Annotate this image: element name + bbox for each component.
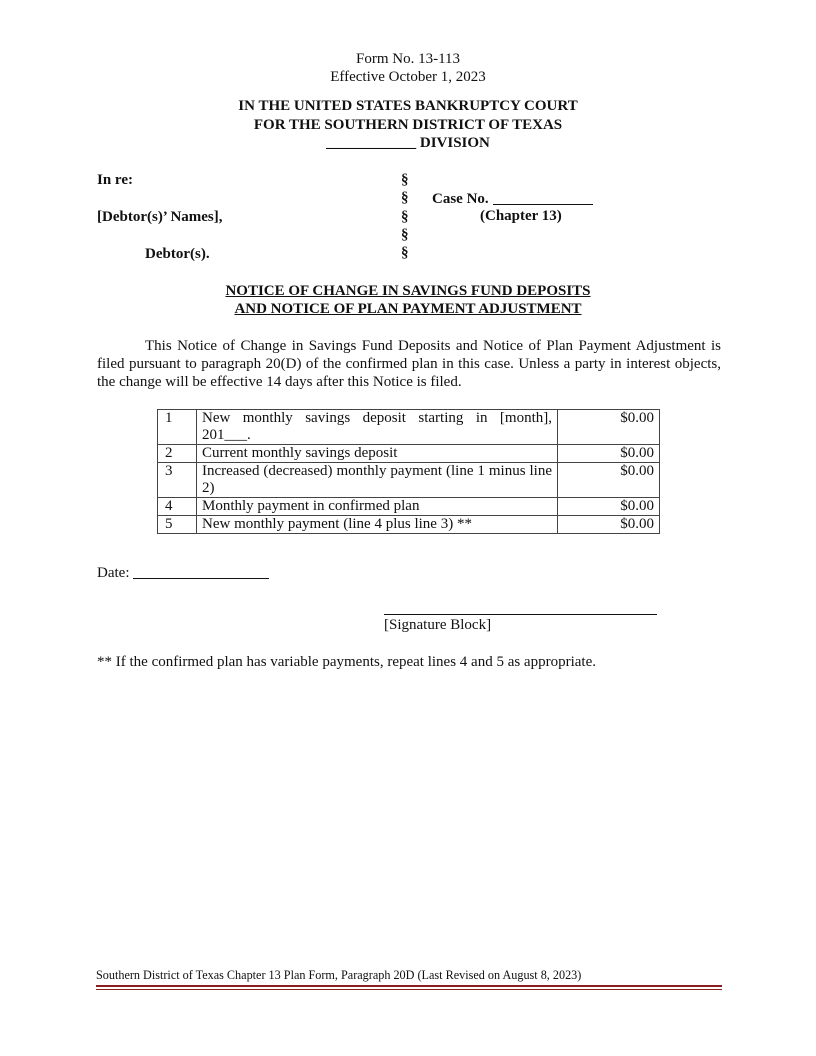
line-number: 1: [158, 410, 197, 445]
form-number: Form No. 13-113: [355, 51, 461, 67]
line-number: 4: [158, 498, 197, 516]
body-paragraph: [97, 337, 721, 392]
section-mark: §: [401, 208, 409, 225]
date-label: Date:: [97, 565, 130, 581]
footer-rule: [96, 985, 722, 987]
section-mark: §: [401, 245, 409, 262]
effective-date: Effective October 1, 2023: [330, 69, 486, 85]
line-number: 3: [158, 463, 197, 498]
table-row: [158, 445, 660, 463]
table-row: [158, 516, 660, 534]
page-footer: Southern District of Texas Chapter 13 Plan Form, Paragraph 20D (Last Revised on August 8, 2023): [96, 968, 582, 982]
line-amount[interactable]: $0.00: [558, 463, 660, 498]
section-mark: §: [401, 190, 409, 207]
division-line: ____________ DIVISION: [326, 135, 490, 151]
date-blank[interactable]: [133, 563, 269, 579]
table-row: [158, 498, 660, 516]
debtors-label: Debtor(s).: [145, 246, 210, 262]
chapter-label: (Chapter 13): [480, 208, 562, 224]
case-number-blank[interactable]: [493, 189, 593, 205]
case-number-field: [432, 189, 593, 208]
date-field: [97, 563, 269, 582]
notice-title-line1: NOTICE OF CHANGE IN SAVINGS FUND DEPOSITS: [225, 283, 591, 299]
table-row: [158, 410, 660, 445]
line-amount[interactable]: $0.00: [558, 516, 660, 534]
line-description: New monthly payment (line 4 plus line 3) **: [197, 516, 558, 534]
line-description: Current monthly savings deposit: [197, 445, 558, 463]
notice-title-line2: AND NOTICE OF PLAN PAYMENT ADJUSTMENT: [234, 301, 582, 317]
signature-block-label: [Signature Block]: [384, 617, 492, 633]
line-number: 5: [158, 516, 197, 534]
debtor-names: [Debtor(s)’ Names],: [97, 209, 223, 225]
signature-line[interactable]: [384, 614, 657, 615]
court-name-line2: FOR THE SOUTHERN DISTRICT OF TEXAS: [253, 117, 563, 133]
line-number: 2: [158, 445, 197, 463]
court-name-line1: IN THE UNITED STATES BANKRUPTCY COURT: [238, 98, 578, 114]
in-re-label: In re:: [97, 172, 133, 188]
line-description: Monthly payment in confirmed plan: [197, 498, 558, 516]
line-description: Increased (decreased) monthly payment (line 1 minus line 2): [197, 463, 558, 498]
body-paragraph-text: This Notice of Change in Savings Fund Deposits and Notice of Plan Payment Adjustment is filed pursuant to paragraph 20(D) of the confirmed plan in this case. Unless a party in interest objects, the change will be effective 14 days after this Notice is filed.: [97, 338, 721, 391]
line-amount[interactable]: $0.00: [558, 445, 660, 463]
footnote: ** If the confirmed plan has variable payments, repeat lines 4 and 5 as appropriate.: [97, 654, 596, 670]
case-number-label: Case No.: [432, 191, 489, 207]
section-marks-column: [401, 171, 415, 262]
section-mark: §: [401, 172, 409, 188]
line-amount[interactable]: $0.00: [558, 498, 660, 516]
payment-table: [157, 409, 660, 534]
line-amount[interactable]: $0.00: [558, 410, 660, 445]
section-mark: §: [401, 226, 409, 243]
line-description: New monthly savings deposit starting in [month], 201___.: [197, 410, 558, 445]
table-row: [158, 463, 660, 498]
footer-rule-thin: [96, 989, 722, 990]
